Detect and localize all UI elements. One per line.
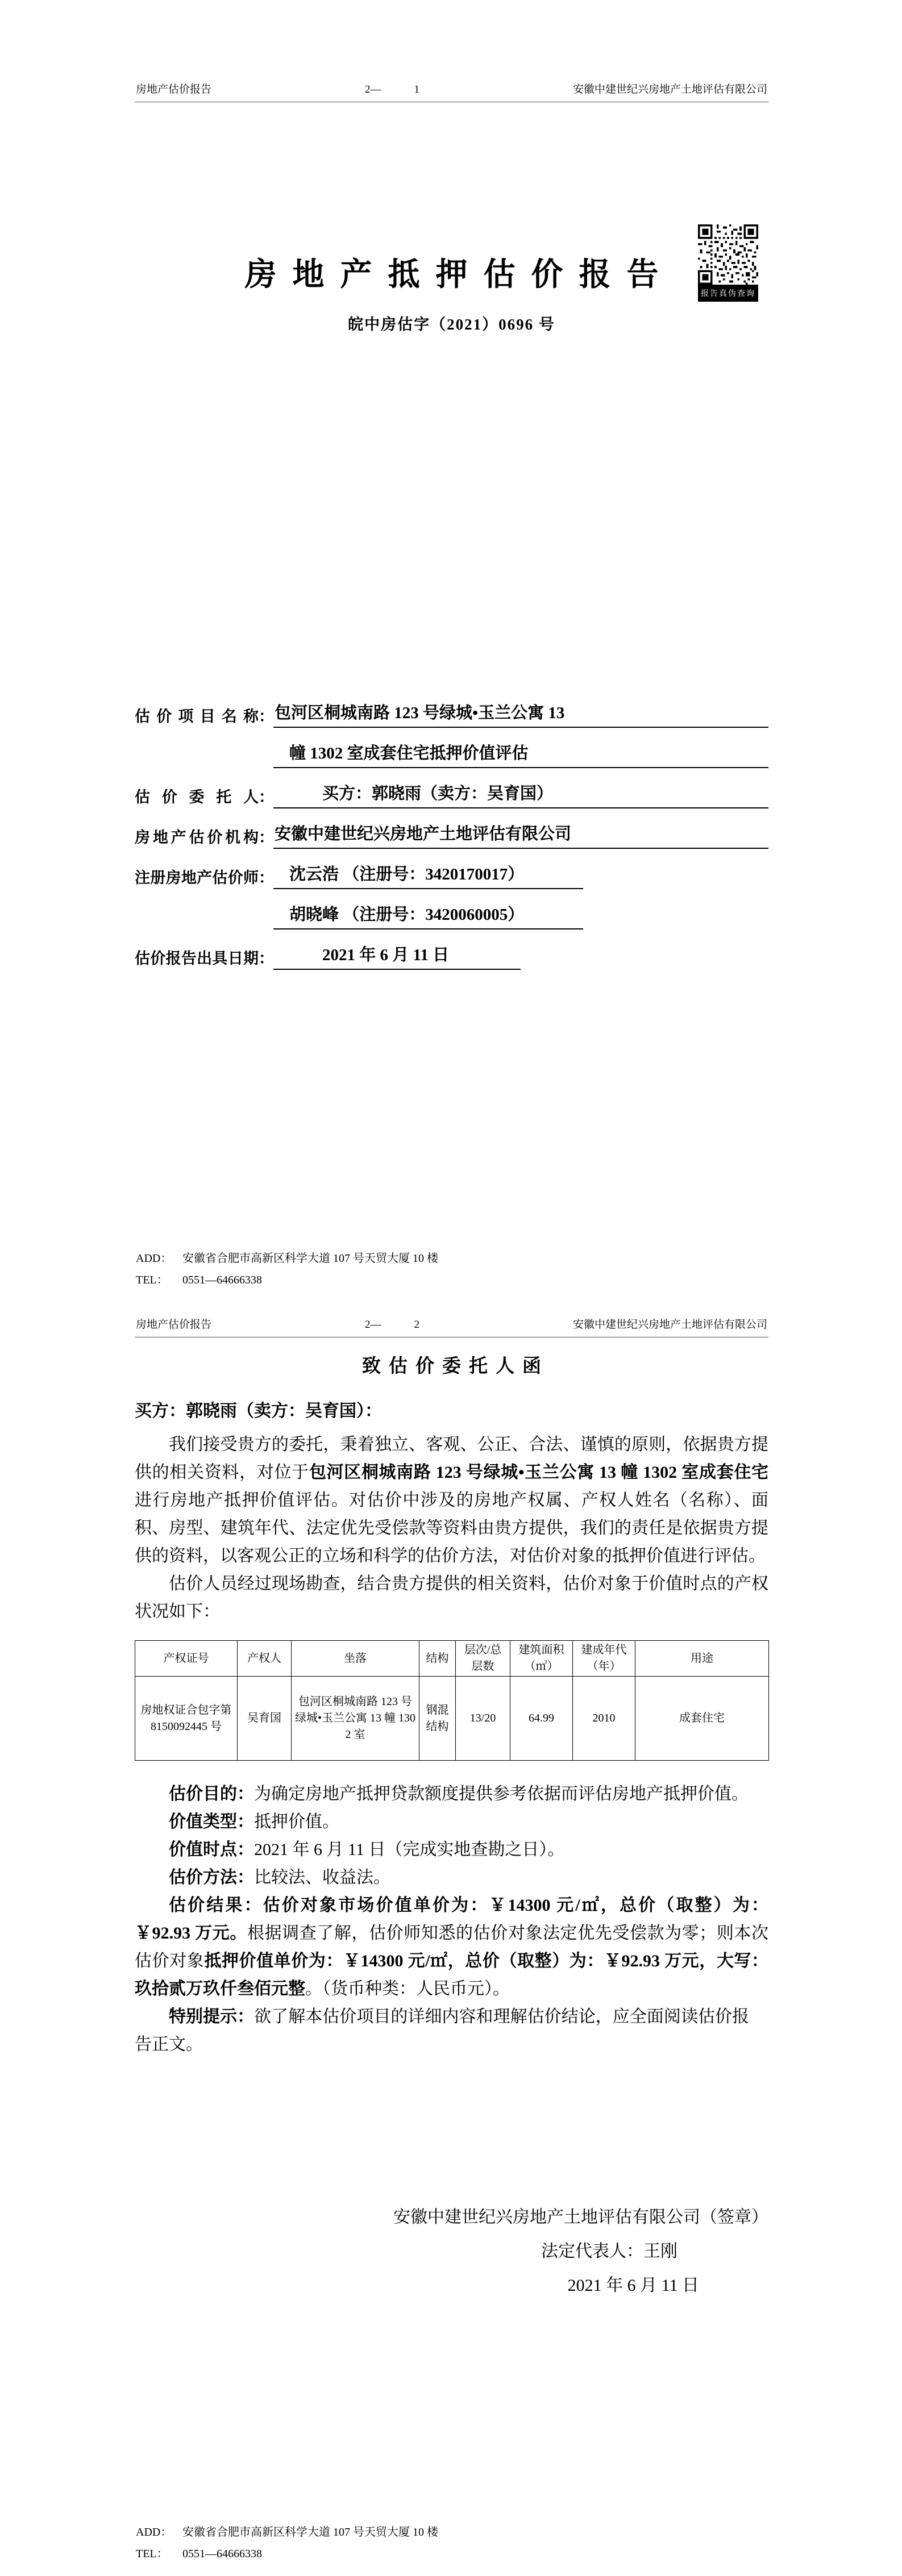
table-cell-usage: 成套住宅 [635,1677,769,1761]
page-1 [0,81,902,1302]
table-row [135,1677,769,1761]
footer-tel-value: 0551—64666338 [182,1274,262,1286]
qr-verification-block [698,224,758,302]
qr-code-image [698,224,758,285]
item-text: 2021 年 6 月 11 日（完成实地查勘之日）。 [254,1840,565,1859]
letter-title: 致估价委托人函 [362,1356,549,1377]
field-project-name-continuation [135,728,768,768]
field-client [135,768,768,808]
header-pages-total: 2— [365,1319,381,1331]
field-client-value: 买方：郭晓雨（卖方：吴育国） [273,783,768,808]
table-cell-location: 包河区桐城南路 123 号绿城•玉兰公寓 13 幢 1302 室 [292,1677,419,1761]
field-appraiser-1-value: 沈云浩 （注册号：3420170017） [273,864,583,889]
property-rights-table [135,1640,769,1761]
field-agency [135,808,768,849]
footer-tel-label: TEL： [136,2548,168,2560]
field-appraiser-2-value: 胡晓峰 （注册号：3420060005） [273,904,583,929]
footer-tel-label: TEL： [136,1274,168,1286]
field-appraiser-2 [135,889,768,929]
footer-add-label: ADD： [136,1252,172,1265]
paragraph-text: 我们接受贵方的委托，秉着独立、客观、公正、合法、谨慎的原则，依据贵方提供的相关资料，对位于 [135,1435,768,1482]
property-name-emphasis: 包河区桐城南路 123 号绿城•玉兰公寓 13 幢 1302 室成套住宅 [309,1463,768,1482]
qr-caption: 报告真伪查询 [698,285,758,302]
item-text: 比较法、收益法。 [254,1868,390,1887]
item-label: 价值类型： [169,1812,254,1831]
table-cell-structure: 钢混结构 [419,1677,456,1761]
footer-tel-line [136,2543,438,2565]
field-colon: ： [259,788,274,806]
report-title: 房地产抵押估价报告 [244,257,675,293]
item-text: 根据调查了解，估价师知悉的估价对象法定优先受偿款为零；则本次估价对象 [135,1924,769,1970]
paragraph-text: 进行房地产抵押价值评估。对估价中涉及的房地产权属、产权人姓名（名称）、面积、房型、建筑年代、法定优先受偿款等资料由贵方提供，我们的责任是依据贵方提供的资料，以客观公正的立场和科学的估价方法，对估价对象的抵押价值进行评估。 [135,1491,768,1565]
field-agency-value: 安徽中建世纪兴房地产土地评估有限公司 [273,824,768,849]
letter-paragraph-1 [135,1431,768,1570]
item-label: 估价方法： [169,1868,254,1887]
table-header-cell: 结构 [419,1641,456,1677]
field-client-label: 估价委托人 [135,788,259,806]
signature-block [135,2200,768,2303]
footer-address-line [136,2521,438,2543]
letter-salutation: 买方：郭晓雨（卖方：吴育国）： [135,1402,382,1420]
item-text: 抵押价值。 [254,1812,339,1831]
table-header-cell: 产权人 [238,1641,292,1677]
result-mortgage-value: 抵押价值单价为：￥14300 元/㎡，总价（取整）为：￥92.93 万元，大写：玖拾贰万玖仟叁佰元整 [135,1952,768,1998]
footer-tel-line [136,1269,438,1291]
header-page-number [365,84,419,96]
item-label: 特别提示： [169,2007,255,2026]
table-cell-year: 2010 [573,1677,635,1761]
item-result [135,1891,768,2003]
appraisal-items [135,1780,768,2058]
field-project-label: 估价项目名称 [135,707,259,725]
signature-legal-representative: 法定代表人：王刚 [541,2242,677,2261]
field-colon: ： [259,707,274,725]
item-purpose [135,1780,768,1808]
header-pages-total: 2— [365,84,381,95]
page-header [135,1316,768,1337]
field-project-value-line2: 幢 1302 室成套住宅抵押价值评估 [273,743,768,768]
item-method [135,1864,768,1891]
signature-date: 2021 年 6 月 11 日 [567,2276,699,2295]
table-header-cell: 产权证号 [135,1641,238,1677]
table-header-cell: 建成年代（年） [573,1641,635,1677]
header-page-current: 1 [414,84,419,95]
field-appraiser-label: 注册房地产估价师 [135,869,259,886]
item-text: 。（货币种类：人民币元）。 [305,1979,510,1998]
table-header-cell: 坐落 [292,1641,419,1677]
item-label: 估价目的： [169,1785,254,1803]
header-company-name: 安徽中建世纪兴房地产土地评估有限公司 [572,1319,767,1331]
page-footer [136,1248,438,1291]
header-company-name: 安徽中建世纪兴房地产土地评估有限公司 [572,84,767,95]
result-market-value: 估价对象市场价值单价为：￥14300 元/㎡，总价（取整）为：￥92.93 万元。 [135,1896,769,1943]
page-2 [0,1316,902,2576]
field-colon: ： [259,828,274,846]
page-header [135,81,768,102]
field-colon: ： [259,869,274,886]
field-project-name [135,687,768,728]
table-cell-floor: 13/20 [456,1677,510,1761]
item-value-type [135,1808,768,1836]
field-date-label: 估价报告出具日期 [135,949,259,967]
header-doc-title: 房地产估价报告 [136,84,212,95]
footer-address-line [136,1248,438,1269]
field-agency-label: 房地产估价机构 [135,828,259,846]
field-issue-date [135,929,768,970]
item-text: 欲了解本估价项目的详细内容和理解估价结论，应全面阅读估价报告正文。 [135,2007,750,2054]
footer-add-label: ADD： [136,2526,172,2539]
field-appraiser-1 [135,849,768,889]
footer-add-value: 安徽省合肥市高新区科学大道 107 号天贸大厦 10 楼 [182,1252,438,1265]
letter-paragraph-2: 估价人员经过现场勘查，结合贵方提供的相关资料，估价对象于价值时点的产权状况如下： [135,1574,768,1621]
item-label: 估价结果： [169,1896,263,1915]
report-number: 皖中房估字（2021）0696 号 [348,315,555,333]
header-doc-title: 房地产估价报告 [136,1319,212,1331]
item-text: 为确定房地产抵押贷款额度提供参考依据而评估房地产抵押价值。 [254,1785,749,1803]
cover-fields [135,687,768,970]
item-value-date [135,1836,768,1864]
field-date-value: 2021 年 6 月 11 日 [273,945,521,970]
table-cell-area: 64.99 [510,1677,573,1761]
table-header-cell: 用途 [635,1641,769,1677]
item-label: 价值时点： [169,1840,254,1859]
table-cell-owner: 吴育国 [238,1677,292,1761]
footer-add-value: 安徽省合肥市高新区科学大道 107 号天贸大厦 10 楼 [182,2526,438,2539]
report-document [0,81,902,2576]
table-cell-certificate-no: 房地权证合包字第 8150092445 号 [135,1677,238,1761]
footer-tel-value: 0551—64666338 [182,2548,262,2560]
header-page-number [365,1319,419,1331]
table-header-cell: 建筑面积（㎡） [510,1641,573,1677]
table-header-cell: 层次/总层数 [456,1641,510,1677]
field-project-value-line1: 包河区桐城南路 123 号绿城•玉兰公寓 13 [273,703,768,728]
field-colon: ： [259,949,274,967]
header-page-current: 2 [414,1319,419,1331]
item-special-notice [135,2003,768,2058]
table-header-row [135,1641,769,1677]
signature-company: 安徽中建世纪兴房地产土地评估有限公司（签章） [393,2208,768,2227]
page-footer [136,2521,438,2565]
